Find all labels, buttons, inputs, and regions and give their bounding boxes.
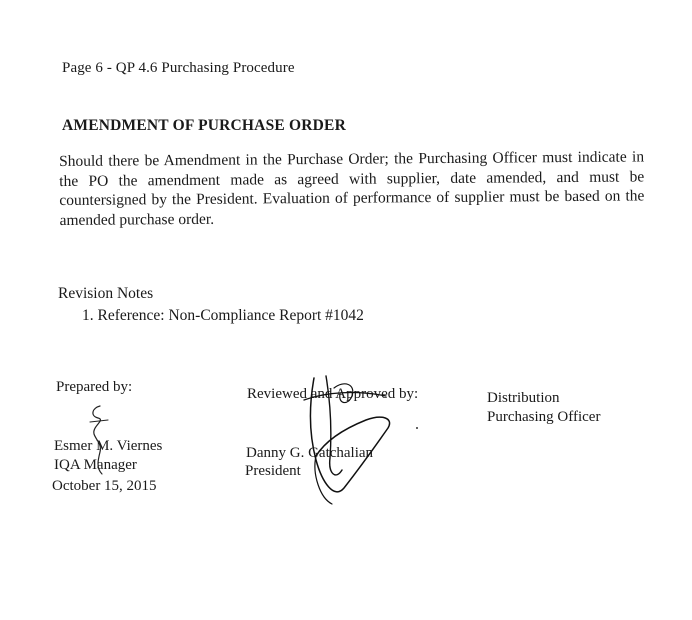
amendment-paragraph: Should there be Amendment in the Purchase Order; the Purchasing Officer must indicate in the PO the amendment made as agreed with supplier, date amended, and must be countersigned by the President. Evaluation of performance of supplier must be based on the amended purchase order. <box>59 148 645 229</box>
preparer-name: Esmer M. Viernes <box>54 438 163 454</box>
approver-name: Danny G. Gatchalian <box>246 445 374 461</box>
approver-role: President <box>245 463 301 479</box>
revision-notes-title: Revision Notes <box>58 285 154 302</box>
page-header: Page 6 - QP 4.6 Purchasing Procedure <box>62 60 295 76</box>
preparer-role: IQA Manager <box>54 457 137 473</box>
reviewed-approved-label: Reviewed and Approved by: <box>247 386 419 402</box>
revision-notes-list <box>82 307 364 325</box>
revision-note-item: 1. Reference: Non-Compliance Report #1042 <box>82 307 364 324</box>
section-heading: AMENDMENT OF PURCHASE ORDER <box>62 117 346 134</box>
prepared-by-label: Prepared by: <box>56 379 133 395</box>
distribution-role: Purchasing Officer <box>487 409 601 425</box>
distribution-label: Distribution <box>487 390 560 406</box>
prepared-date: October 15, 2015 <box>52 478 157 494</box>
ink-dot <box>416 427 418 429</box>
